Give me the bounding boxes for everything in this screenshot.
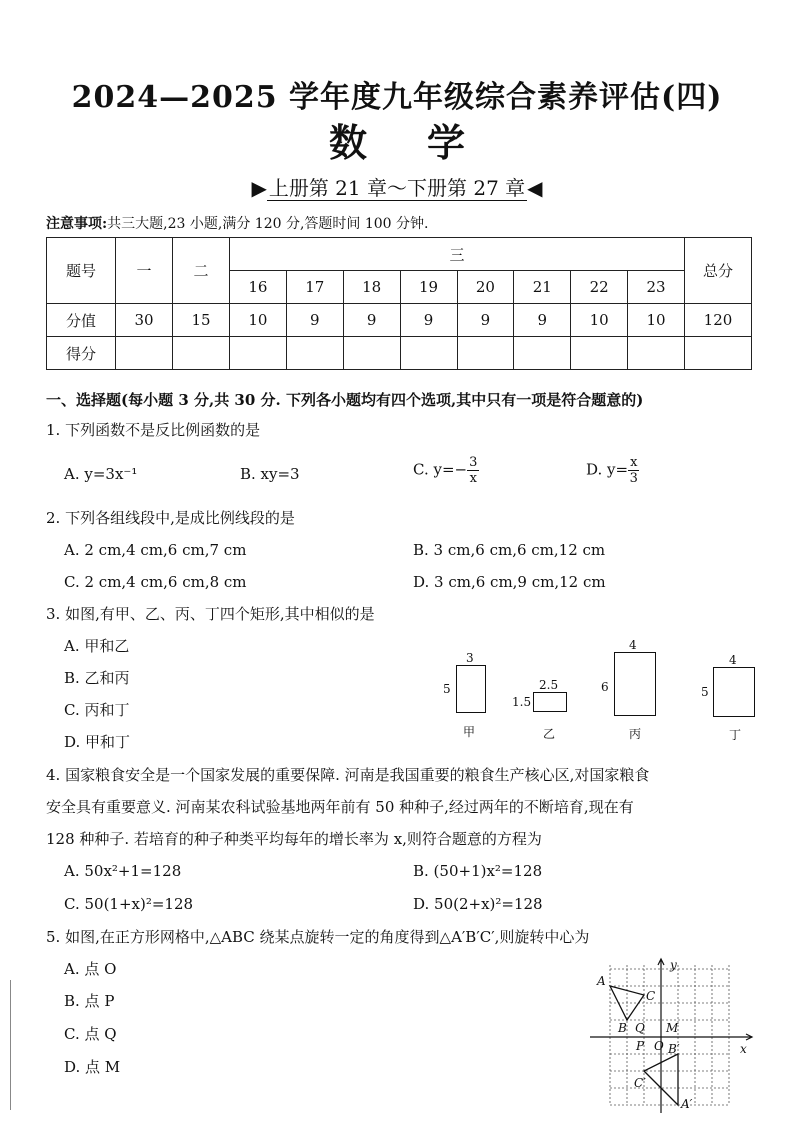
notice-text: 共三大题,23 小题,满分 120 分,答题时间 100 分钟. — [107, 216, 429, 232]
rect-jia-name: 甲 — [463, 725, 476, 739]
col-three: 三 — [230, 238, 685, 271]
q4-line1: 4. 国家粮食安全是一个国家发展的重要保障. 河南是我国重要的粮食生产核心区,对国家粮食 — [46, 766, 650, 784]
q1-c-num: 3 — [469, 455, 478, 470]
q3-stem: 3. 如图,有甲、乙、丙、丁四个矩形,其中相似的是 — [46, 605, 375, 623]
rect-ding — [713, 667, 755, 717]
left-margin-line — [10, 980, 11, 1110]
point-value: 9 — [343, 304, 400, 337]
point-value: 120 — [685, 304, 752, 337]
rect-yi-width: 2.5 — [539, 678, 559, 692]
score-cell[interactable] — [514, 337, 571, 370]
q1-option-a[interactable]: A. y=3x⁻¹ — [64, 465, 138, 483]
col-one: 一 — [116, 238, 173, 304]
q2-option-d[interactable]: D. 3 cm,6 cm,9 cm,12 cm — [413, 573, 606, 591]
rect-jia-height: 5 — [443, 682, 451, 696]
rect-bing-height: 6 — [601, 680, 609, 694]
row-label-points: 分值 — [47, 304, 116, 337]
q2-option-c[interactable]: C. 2 cm,4 cm,6 cm,8 cm — [64, 573, 247, 591]
section-heading: 一、选择题(每小题 3 分,共 30 分. 下列各小题均有四个选项,其中只有一项是符合题意的) — [46, 391, 644, 409]
rect-jia — [456, 665, 486, 713]
label-c: C — [646, 989, 656, 1003]
q1-c-prefix: C. y=− — [413, 460, 468, 479]
q1-c-den: x — [469, 471, 477, 486]
q1-d-den: 3 — [629, 471, 638, 486]
score-table — [46, 237, 752, 370]
rect-ding-height: 5 — [701, 685, 709, 699]
point-value: 30 — [116, 304, 173, 337]
score-cell[interactable] — [685, 337, 752, 370]
point-value: 15 — [173, 304, 230, 337]
point-value: 9 — [400, 304, 457, 337]
point-value: 9 — [457, 304, 514, 337]
rect-ding-width: 4 — [729, 653, 737, 667]
rect-bing-width: 4 — [629, 638, 637, 652]
score-cell[interactable] — [628, 337, 685, 370]
label-o: O — [654, 1039, 664, 1053]
point-value: 9 — [286, 304, 343, 337]
q2-option-b[interactable]: B. 3 cm,6 cm,6 cm,12 cm — [413, 541, 606, 559]
sub-col: 21 — [514, 271, 571, 304]
rect-bing — [614, 652, 656, 716]
label-p: P — [636, 1039, 645, 1053]
q2-stem: 2. 下列各组线段中,是成比例线段的是 — [46, 509, 295, 527]
q1-stem: 1. 下列函数不是反比例函数的是 — [46, 421, 261, 439]
label-y: y — [670, 958, 677, 972]
q1-option-c[interactable] — [413, 455, 479, 486]
score-cell[interactable] — [286, 337, 343, 370]
label-x: x — [740, 1042, 747, 1056]
rect-jia-width: 3 — [466, 651, 474, 665]
score-cell[interactable] — [173, 337, 230, 370]
q3-option-c[interactable]: C. 丙和丁 — [64, 701, 130, 719]
q5-stem: 5. 如图,在正方形网格中,△ABC 绕某点旋转一定的角度得到△A′B′C′,则旋转中心为 — [46, 928, 590, 946]
q5-option-b[interactable]: B. 点 P — [64, 992, 115, 1010]
label-a-prime: A′ — [681, 1097, 693, 1111]
sub-col: 19 — [400, 271, 457, 304]
point-value: 10 — [571, 304, 628, 337]
axes — [590, 959, 752, 1113]
point-value: 10 — [628, 304, 685, 337]
score-cell[interactable] — [457, 337, 514, 370]
rect-yi-height: 1.5 — [512, 695, 532, 709]
col-two: 二 — [173, 238, 230, 304]
q5-option-a[interactable]: A. 点 O — [64, 960, 117, 978]
rect-bing-name: 丙 — [629, 727, 642, 741]
q5-grid-figure — [580, 955, 760, 1115]
score-cell[interactable] — [116, 337, 173, 370]
notice — [46, 213, 428, 233]
q1-option-d[interactable] — [586, 455, 639, 486]
score-cell[interactable] — [571, 337, 628, 370]
row-label-score: 得分 — [47, 337, 116, 370]
sub-col: 16 — [230, 271, 287, 304]
chapter-scope: ▶ 上册第 21 章～下册第 27 章 ◀ — [251, 176, 543, 200]
label-q: Q — [635, 1021, 645, 1035]
sub-col: 18 — [343, 271, 400, 304]
score-cell[interactable] — [343, 337, 400, 370]
rect-yi-name: 乙 — [543, 727, 556, 741]
point-value: 9 — [514, 304, 571, 337]
q1-d-num: x — [630, 455, 638, 470]
q5-option-d[interactable]: D. 点 M — [64, 1058, 121, 1076]
label-m: M — [666, 1021, 679, 1035]
chapter-scope-text: 上册第 21 章～下册第 27 章 — [268, 176, 526, 200]
q3-option-b[interactable]: B. 乙和丙 — [64, 669, 130, 687]
notice-label: 注意事项: — [46, 216, 108, 232]
col-total: 总分 — [685, 238, 752, 304]
q4-line2: 安全具有重要意义. 河南某农科试验基地两年前有 50 种种子,经过两年的不断培育,现在有 — [46, 798, 634, 816]
q4-line3: 128 种种子. 若培育的种子种类平均每年的增长率为 x,则符合题意的方程为 — [46, 830, 542, 848]
sub-col: 23 — [628, 271, 685, 304]
score-cell[interactable] — [400, 337, 457, 370]
sub-col: 20 — [457, 271, 514, 304]
rect-yi — [533, 692, 567, 712]
q2-option-a[interactable]: A. 2 cm,4 cm,6 cm,7 cm — [64, 541, 247, 559]
point-value: 10 — [230, 304, 287, 337]
label-b: B — [618, 1021, 627, 1035]
q4-option-d[interactable]: D. 50(2+x)²=128 — [413, 895, 543, 913]
sub-col: 17 — [286, 271, 343, 304]
q1-option-b[interactable]: B. xy=3 — [240, 465, 300, 483]
q1-d-fraction — [628, 455, 639, 486]
rect-ding-name: 丁 — [729, 728, 742, 742]
q3-option-a[interactable]: A. 甲和乙 — [64, 637, 130, 655]
score-cell[interactable] — [230, 337, 287, 370]
label-b-prime: B′ — [668, 1042, 680, 1056]
q5-option-c[interactable]: C. 点 Q — [64, 1025, 117, 1043]
sub-col: 22 — [571, 271, 628, 304]
q1-c-fraction — [467, 455, 479, 486]
q4-option-a[interactable]: A. 50x²+1=128 — [64, 862, 182, 880]
exam-title: 2024—2025 学年度九年级综合素养评估(四) — [71, 80, 723, 115]
subject-title: 数学 — [328, 120, 525, 165]
q4-option-b[interactable]: B. (50+1)x²=128 — [413, 862, 543, 880]
q1-d-prefix: D. y= — [586, 460, 629, 479]
label-c-prime: C′ — [634, 1076, 646, 1090]
q4-option-c[interactable]: C. 50(1+x)²=128 — [64, 895, 194, 913]
label-a: A — [597, 974, 606, 988]
row-label-number: 题号 — [47, 238, 116, 304]
grid-lines — [610, 965, 729, 1105]
q3-option-d[interactable]: D. 甲和丁 — [64, 733, 131, 751]
